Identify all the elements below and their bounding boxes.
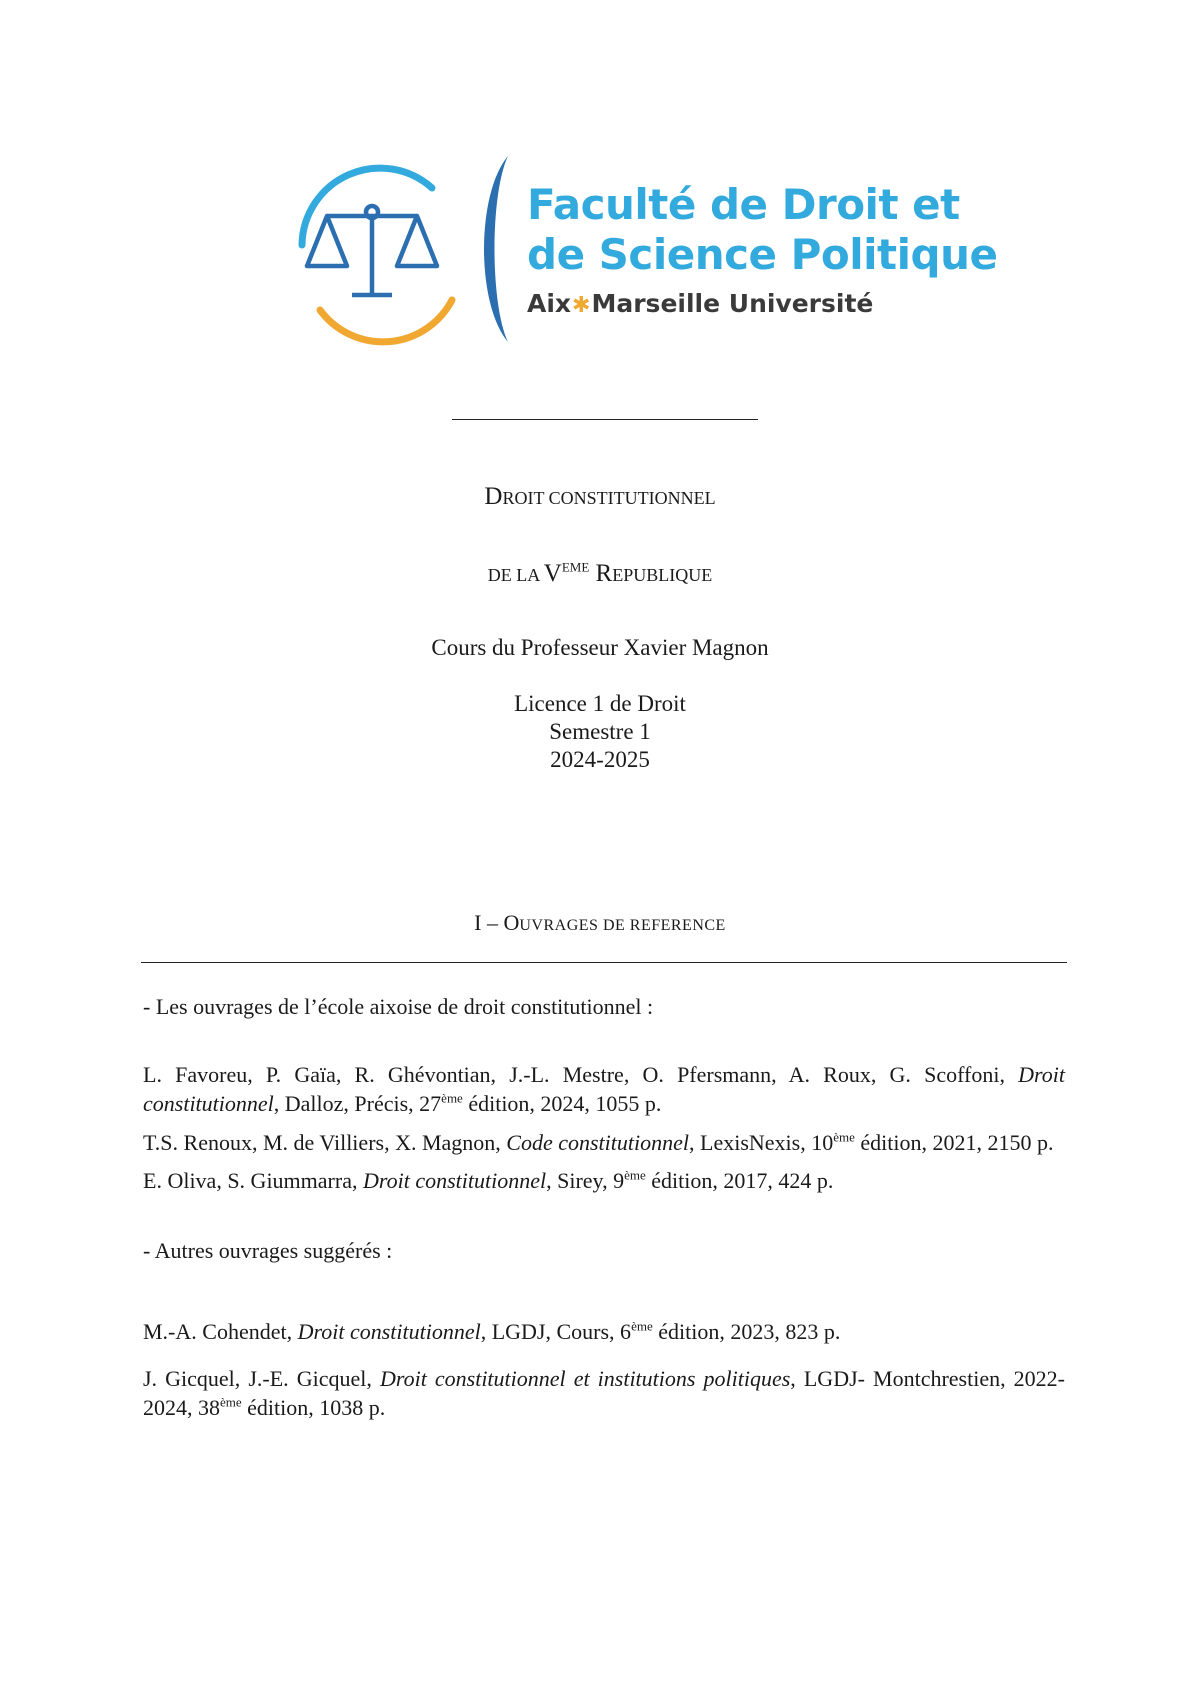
- semester: Semestre 1: [549, 719, 651, 744]
- reference-item: J. Gicquel, J.-E. Gicquel, Droit constitutionnel et institutions politiques, LGDJ- Montchrestien, 2022-2024, 38ème édition, 1038 p.: [143, 1366, 1066, 1420]
- section-divider: [141, 962, 1067, 963]
- reference-item: M.-A. Cohendet, Droit constitutionnel, LGDJ, Cours, 6ème édition, 2023, 823 p.: [143, 1318, 841, 1344]
- other-works-intro: - Autres ouvrages suggérés :: [143, 1238, 393, 1263]
- academic-year: 2024-2025: [550, 747, 650, 772]
- professor-name: Cours du Professeur Xavier Magnon: [431, 635, 769, 660]
- logo-text: [527, 180, 997, 326]
- faculty-logo: [282, 150, 998, 350]
- licence-level: Licence 1 de Droit: [514, 691, 686, 716]
- course-title-line2: DE LA VEME REPUBLIQUE: [487, 559, 713, 587]
- logo-bracket-shape: [468, 154, 528, 344]
- scales-of-justice-icon: [282, 150, 472, 350]
- logo-faculty-line2: de Science Politique: [527, 230, 998, 279]
- course-info: [0, 690, 1200, 774]
- section-heading: I – OUVRAGES DE REFERENCE: [474, 910, 726, 935]
- logo-university-name: Aix✱Marseille Université: [527, 289, 874, 318]
- logo-faculty-line1: Faculté de Droit et: [527, 180, 960, 229]
- reference-item: E. Oliva, S. Giummarra, Droit constitutionnel, Sirey, 9ème édition, 2017, 424 p.: [143, 1167, 834, 1193]
- school-works-intro: - Les ouvrages de l’école aixoise de droit constitutionnel :: [143, 994, 654, 1019]
- reference-item: T.S. Renoux, M. de Villiers, X. Magnon, Code constitutionnel, LexisNexis, 10ème édition, 2021, 2150 p.: [143, 1129, 1054, 1155]
- title-divider: [452, 419, 758, 420]
- reference-item: L. Favoreu, P. Gaïa, R. Ghévontian, J.-L. Mestre, O. Pfersmann, A. Roux, G. Scoffoni, Droit constitutionnel, Dalloz, Précis, 27ème édition, 2024, 1055 p.: [143, 1062, 1065, 1116]
- course-title-line1: DROIT CONSTITUTIONNEL: [484, 483, 716, 510]
- star-icon: ✱: [572, 293, 591, 318]
